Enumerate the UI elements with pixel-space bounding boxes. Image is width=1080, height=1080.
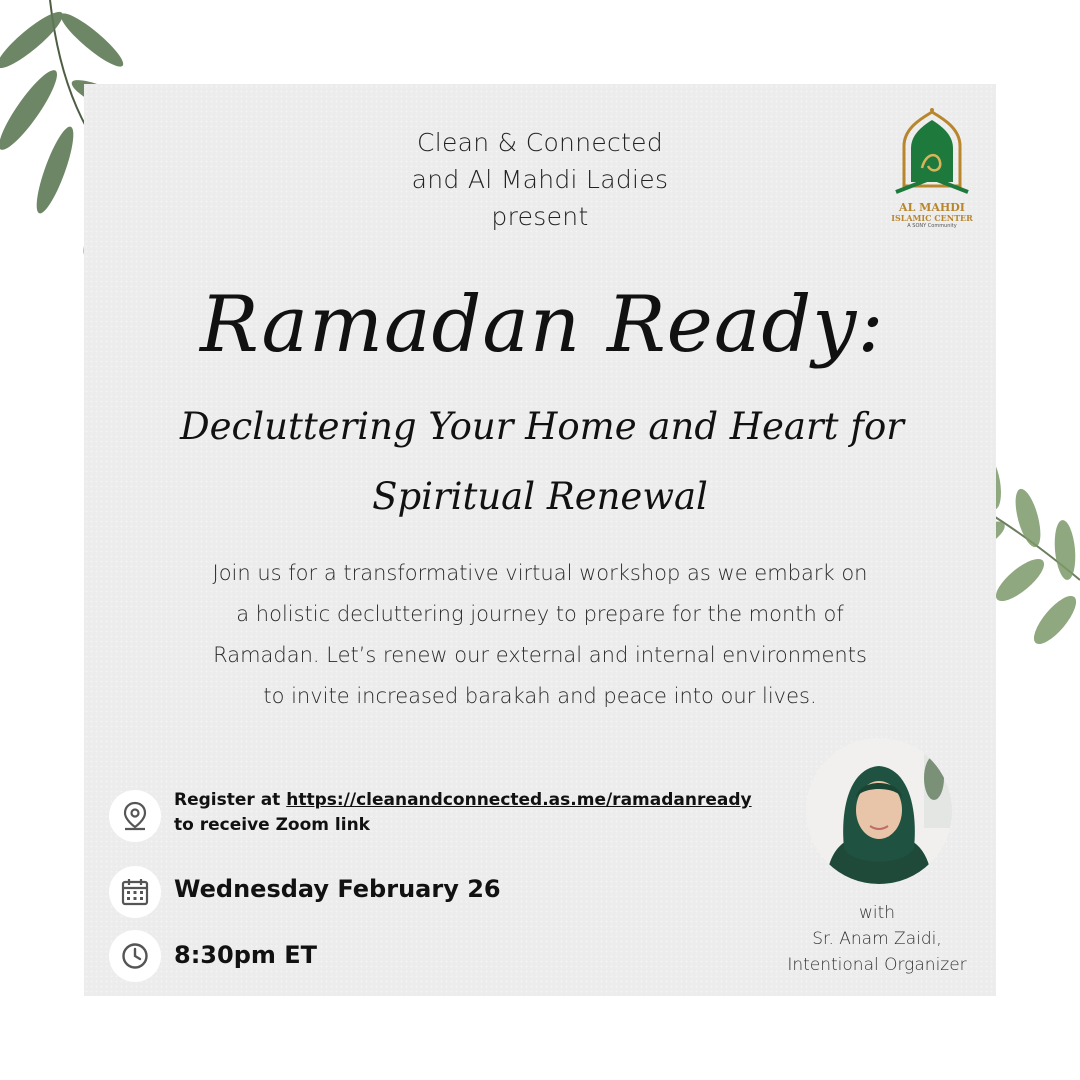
mosque-arch-icon	[892, 108, 972, 198]
logo-name-line-1: AL MAHDI	[899, 201, 965, 214]
logo-name-line-2: ISLAMIC CENTER	[891, 213, 973, 223]
speaker-photo	[806, 738, 952, 884]
presenters-line-2: and Al Mahdi Ladies	[411, 165, 669, 194]
description-line-1: Join us for a transformative virtual workshop as we embark on	[212, 561, 868, 585]
presenters-line-3: present	[491, 202, 589, 231]
register-suffix: to receive Zoom link	[174, 815, 370, 835]
speaker-info	[760, 900, 994, 978]
location-pin-icon	[109, 790, 161, 842]
description-line-4: to invite increased barakah and peace into our lives.	[263, 684, 817, 708]
speaker-role: Intentional Organizer	[787, 955, 967, 975]
register-info	[174, 788, 752, 838]
presenters-heading	[340, 124, 740, 235]
description-line-3: Ramadan. Let’s renew our external and internal environments	[213, 643, 867, 667]
register-link[interactable]: https://cleanandconnected.as.me/ramadanready	[286, 790, 752, 810]
description-line-2: a holistic decluttering journey to prepare for the month of	[236, 602, 844, 626]
subtitle-line-2: Spiritual Renewal	[372, 475, 708, 518]
subtitle-line-1: Decluttering Your Home and Heart for	[180, 405, 904, 448]
event-title: Ramadan Ready:	[200, 280, 885, 370]
event-description	[150, 553, 930, 717]
logo-tagline: A SONY Community	[907, 223, 957, 229]
event-date: Wednesday February 26	[174, 875, 501, 903]
event-subtitle	[180, 392, 904, 532]
calendar-icon	[109, 866, 161, 918]
presenters-line-1: Clean & Connected	[416, 128, 664, 157]
clock-icon	[109, 930, 161, 982]
al-mahdi-logo	[886, 108, 978, 236]
speaker-name: Sr. Anam Zaidi,	[812, 929, 942, 949]
event-time: 8:30pm ET	[174, 941, 318, 969]
speaker-with: with	[858, 903, 896, 923]
register-prefix: Register at	[174, 790, 287, 810]
